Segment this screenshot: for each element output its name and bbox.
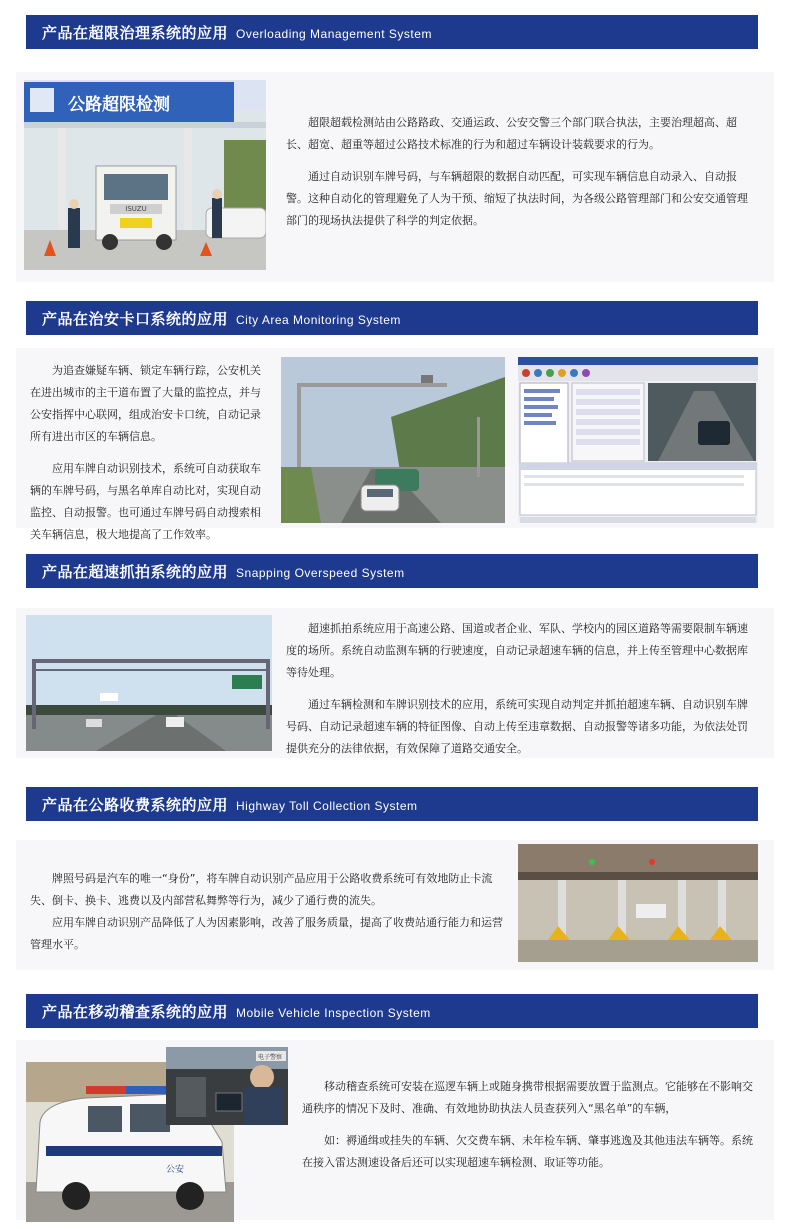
section-title-cn: 产品在治安卡口系统的应用 (42, 310, 229, 328)
software-screenshot (518, 357, 758, 523)
section-text (302, 1076, 760, 1184)
paragraph: 超速抓拍系统应用于高速公路、国道或者企业、军队、学校内的园区道路等需要限制车辆速度的场所。系统自动监测车辆的行驶速度，自动记录超速车辆的信息，并上传至管理中心数据库等待处理。 (286, 622, 748, 679)
section-text (30, 360, 270, 556)
section-title-en: Mobile Vehicle Inspection System (236, 1006, 431, 1020)
section-header (26, 15, 758, 49)
truck-brand-text: ISUZU (125, 205, 147, 213)
section-text (286, 618, 758, 770)
paragraph: 为追查嫌疑车辆、锁定车辆行踪，公安机关在进出城市的主干道布置了大量的监控点，并与公安指挥中心联网，组成治安卡口统，自动记录所有进出市区的车辆信息。 (30, 364, 261, 443)
highway-gantry-photo (26, 615, 272, 751)
section-header (26, 787, 758, 821)
paragraph: 通过自动识别车牌号码，与车辆超限的数据自动匹配，可实现车辆信息自动录入、自动报警。这种自动化的管理避免了人为干预、缩短了执法时间，为各级公路管理部门和公安交通管理部门的现场执法提供了科学的判定依据。 (286, 170, 748, 227)
section-mobile-inspection (0, 980, 790, 1229)
section-title-en: City Area Monitoring System (236, 313, 401, 327)
section-overspeed (0, 540, 790, 780)
car-sign-text: 电子警察 (258, 1054, 283, 1061)
section-header (26, 554, 758, 588)
officer-in-car-photo (166, 1047, 288, 1125)
paragraph: 如：褥通缉或挂失的车辆、欠交费车辆、未年检车辆、肇事逃逸及其他违法车辆等。系统在接入雷达测速设备后还可以实现超速车辆检测、取证等功能。 (302, 1134, 753, 1169)
station-sign-text: 公路超限检测 (68, 95, 170, 115)
section-title-cn: 产品在移动稽查系统的应用 (42, 1003, 229, 1021)
section-overloading (0, 0, 790, 290)
section-title-cn: 产品在公路收费系统的应用 (42, 796, 229, 814)
van-side-text: 公安 (166, 1165, 185, 1175)
section-toll (0, 780, 790, 980)
section-title-cn: 产品在超速抓拍系统的应用 (42, 563, 229, 581)
section-title-cn: 产品在超限治理系统的应用 (42, 24, 229, 42)
section-text (30, 868, 508, 966)
section-title-en: Overloading Management System (236, 27, 432, 41)
section-city-monitoring (0, 290, 790, 540)
paragraph: 牌照号码是汽车的唯一“身份”，将车牌自动识别产品应用于公路收费系统可有效地防止卡流失、倒卡、换卡、逃费以及内部营私舞弊等行为，减少了通行费的流失。 (30, 872, 493, 907)
section-title-en: Snapping Overspeed System (236, 566, 405, 580)
paragraph: 应用车牌自动识别技术，系统可自动获取车辆的车牌号码，与黑名单库自动比对，实现自动监控、自动报警。也可通过车牌号码自动搜索相关车辆信息，极大地提高了工作效率。 (30, 462, 261, 541)
road-camera-photo (281, 357, 505, 523)
paragraph: 应用车牌自动识别产品降低了人为因素影响，改善了服务质量，提高了收费站通行能力和运营管理水平。 (30, 916, 503, 951)
section-header (26, 994, 758, 1028)
overload-station-photo (24, 80, 266, 270)
section-text (286, 112, 758, 242)
section-header (26, 301, 758, 335)
section-title-en: Highway Toll Collection System (236, 799, 418, 813)
paragraph: 移动稽查系统可安装在巡逻车辆上或随身携带根据需要放置于监测点。它能够在不影响交通秩序的情况下及时、准确、有效地协助执法人员查获列入“黑名单”的车辆， (302, 1080, 753, 1115)
paragraph: 超限超载检测站由公路路政、交通运政、公安交警三个部门联合执法，主要治理超高、超长、超宽、超重等超过公路技术标准的行为和超过车辆设计装载要求的行为。 (286, 116, 737, 151)
paragraph: 通过车辆检测和车牌识别技术的应用，系统可实现自动判定并抓拍超速车辆、自动识别车牌号码、自动记录超速车辆的特征图像、自动上传至违章数据、自动报警等诸多功能，为依法处罚提供充分的法律依据，有效保障了道路交通安全。 (286, 698, 748, 755)
toll-station-photo (518, 844, 758, 962)
